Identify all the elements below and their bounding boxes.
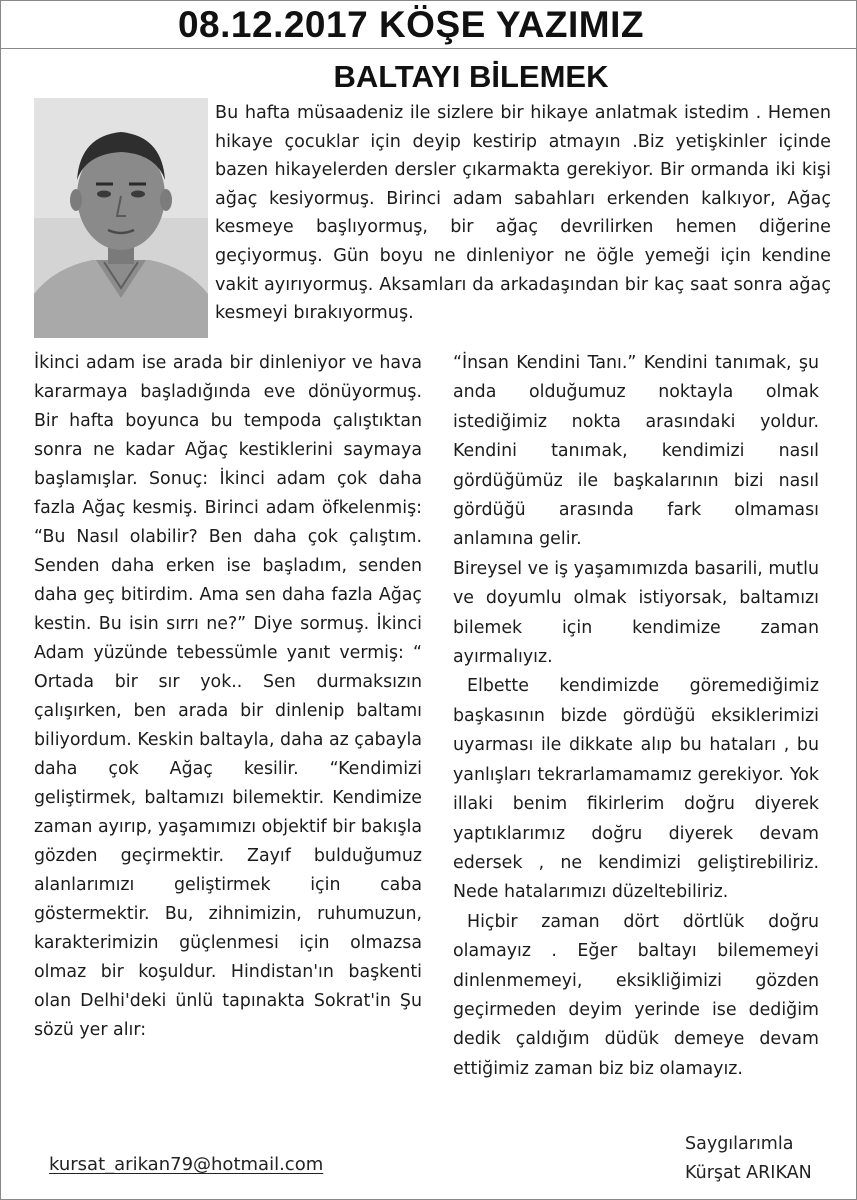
right-paragraph-4: Hiçbir zaman dört dörtlük doğru olamayız . Eğer baltayı bilememeyi dinlenmemeyi, eksikliğimizi gözden geçirmeden deyim yerinde ise dediğim dedik çaldığım düdük demeye devam ettiğimiz zaman biz biz olamayız. <box>453 911 819 1079</box>
left-column-text: İkinci adam ise arada bir dinleniyor ve hava kararmaya başladığında eve dönüyormuş. Bir hafta boyunca bu tempoda çalıştıktan sonra ne kadar Ağaç kestiklerini saymaya başlamışlar. Sonuç: İkinci adam çok daha fazla Ağaç kesmiş. Birinci adam öfkelenmiş: “Bu Nasıl olabilir? Ben daha çok çalıştım. Senden daha erken ise başladım, senden daha geç bitirdim. Ama sen daha fazla Ağaç kestin. Bu isin sırrı ne?” Diye sormuş. İkinci Adam yüzünde tebessümle yanıt vermiş: “ Ortada bir sır yok.. Sen durmaksızın çalışırken, ben arada bir dinlenip baltamı biliyordum. Keskin baltayla, daha az çabayla daha çok Ağaç kesilir. “Kendimizi geliştirmek, baltamızı bilemektir. Kendimize zaman ayırıp, yaşamımızı objektif bir bakışla gözden geçirmektir. Zayıf bulduğumuz alanlarımızı geliştirmek için caba göstermektir. Bu, zihnimizin, ruhumuzun, karakterimizin güçlenmesi için olmazsa olmaz bir koşuldur. Hindistan'ın başkenti olan Delhi'deki ünlü tapınakta Sokrat'in Şu sözü yer alır: <box>34 353 422 1040</box>
author-name: Kürşat ARIKAN <box>685 1163 812 1183</box>
author-email-link[interactable]: kursat_arikan79@hotmail.com <box>49 1154 324 1175</box>
header-bar <box>1 1 856 49</box>
left-column <box>34 349 422 1045</box>
right-paragraph-2: Bireysel ve iş yaşamımızda basarili, mutlu ve doyumlu olmak istiyorsak, baltamızı bilemek için kendimize zaman ayırmalıyız. <box>453 558 819 668</box>
author-photo <box>34 98 208 338</box>
right-paragraph-3: Elbette kendimizde göremediğimiz başkasının bizde gördüğü eksiklerimizi uyarması ile dikkate alıp bu hataları , bu yanlışları tekrarlamamamız gerekiyor. Yok illaki benim fikirlerim doğru diyerek yaptıklarımız doğru diyerek devam edersek , ne kendimizi geliştirebiliriz. Nede hatalarımızı düzeltebiliriz. <box>453 676 819 903</box>
author-portrait-graphic <box>34 98 208 338</box>
right-column <box>453 349 819 1084</box>
article-title: BALTAYI BİLEMEK <box>333 59 609 94</box>
article-intro: Bu hafta müsaadeniz ile sizlere bir hikaye anlatmak istedim . Hemen hikaye çocuklar için deyip kestirip atmayın .Biz yetişkinler içinde bazen hikayelerden dersler çıkarmakta gerekiyor. Bir ormanda iki kişi ağaç kesiyormuş. Birinci adam sabahları erkenden kalkıyor, Ağaç kesmeye başlıyormuş, bir ağaç devrilirken hemen diğerine geçiyormuş. Gün boyu ne dinleniyor ne öğle yemeği için kendine vakit ayırıyormuş. Aksamları da arkadaşından bir kaç saat sonra ağaç kesmeyi bırakıyormuş. <box>215 103 831 324</box>
column-date-title: 08.12.2017 KÖŞE YAZIMIZ <box>177 4 644 45</box>
signature-block <box>685 1130 812 1188</box>
closing-salutation: Saygılarımla <box>685 1134 794 1154</box>
right-paragraph-1: “İnsan Kendini Tanı.” Kendini tanımak, şu anda olduğumuz noktayla olmak istediğimiz nokta arasındaki yoldur. Kendini tanımak, kendimizi nasıl gördüğümüz ile başkalarının bizi nasıl gördüğü arasında fark olmaması anlamına gelir. <box>453 353 819 550</box>
